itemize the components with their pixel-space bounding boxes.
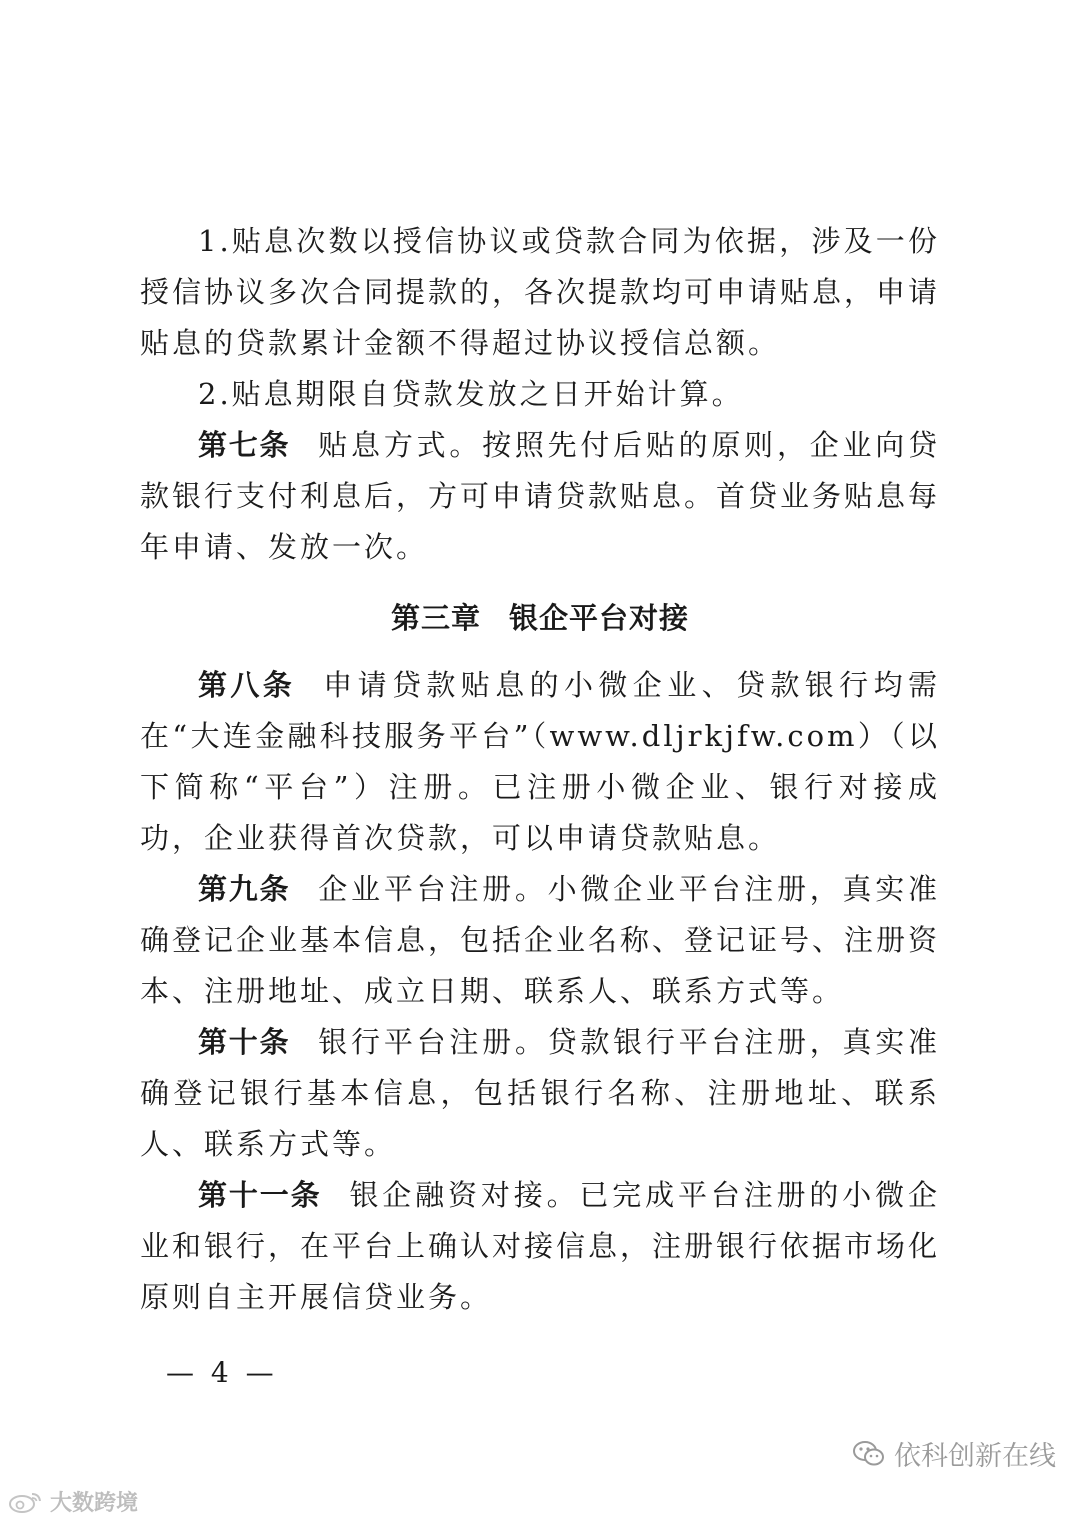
chapter-heading [140, 593, 940, 644]
article-11-text: 银企融资对接。已完成平台注册的小微企业和银行，在平台上确认对接信息，注册银行依据市场化原则自主开展信贷业务。 [140, 1178, 941, 1314]
wechat-watermark-text: 依科创新在线 [894, 1441, 1056, 1472]
article-7-number: 第七条 [198, 428, 291, 462]
article-9-number: 第九条 [198, 872, 291, 906]
article-10 [140, 1017, 940, 1170]
article-11-number: 第十一条 [198, 1178, 322, 1212]
chapter-title: 银企平台对接 [509, 601, 690, 635]
clause-1-paragraph: 1.贴息次数以授信协议或贷款合同为依据，涉及一份授信协议多次合同提款的，各次提款均可申请贴息，申请贴息的贷款累计金额不得超过协议授信总额。 [140, 224, 941, 360]
article-10-text: 银行平台注册。贷款银行平台注册，真实准确登记银行基本信息，包括银行名称、注册地址、联系人、联系方式等。 [140, 1025, 940, 1161]
article-7 [140, 420, 940, 573]
article-9 [140, 864, 940, 1017]
article-9-text: 企业平台注册。小微企业平台注册，真实准确登记企业基本信息，包括企业名称、登记证号、注册资本、注册地址、成立日期、联系人、联系方式等。 [140, 872, 941, 1008]
wechat-watermark [852, 1434, 1056, 1473]
weibo-watermark [8, 1486, 138, 1517]
article-11 [140, 1170, 940, 1323]
article-8 [140, 660, 940, 864]
article-7-text: 贴息方式。按照先付后贴的原则，企业向贷款银行支付利息后，方可申请贷款贴息。首贷业务贴息每年申请、发放一次。 [140, 428, 941, 564]
clause-2-paragraph: 2.贴息期限自贷款发放之日开始计算。 [198, 377, 744, 411]
chapter-number: 第三章 [390, 601, 481, 635]
weibo-watermark-text: 大数跨境 [50, 1491, 139, 1516]
page-number: — 4 — [166, 1356, 278, 1389]
document-body [140, 216, 940, 1323]
article-10-number: 第十条 [198, 1025, 291, 1059]
wechat-logo-icon [852, 1439, 886, 1469]
article-8-number: 第八条 [198, 668, 296, 702]
article-8-text: 申请贷款贴息的小微企业、贷款银行均需在“大连金融科技服务平台”（www.dljrkjfw.com）（以下简称“平台”）注册。已注册小微企业、银行对接成功，企业获得首次贷款，可以申请贷款贴息。 [140, 668, 940, 855]
weibo-logo-icon [8, 1490, 44, 1514]
